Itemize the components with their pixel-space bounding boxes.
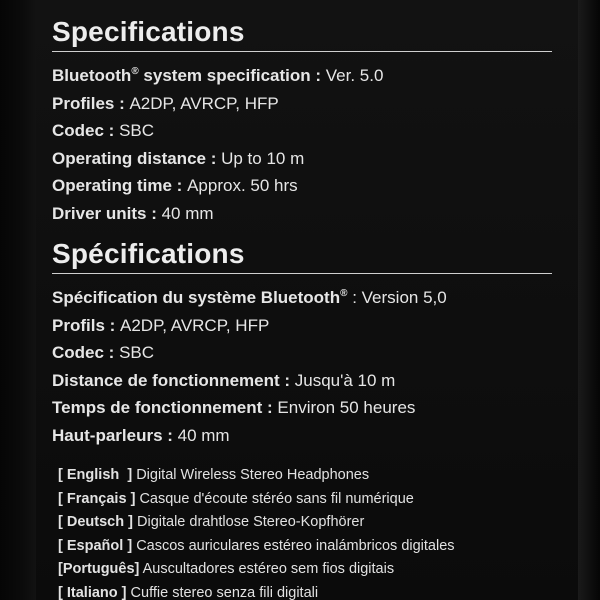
- language-row-francais: [58, 488, 560, 512]
- specifications-heading-french: Spécifications: [52, 236, 552, 274]
- spec-label: [52, 288, 347, 307]
- language-name: Italiano: [66, 584, 118, 600]
- spec-row: [52, 90, 552, 118]
- spec-row: [52, 58, 552, 90]
- registered-mark: ®: [340, 288, 348, 299]
- bracket-open: [: [58, 561, 63, 577]
- box-edge-right: [578, 0, 600, 600]
- spec-label: Codec :: [52, 343, 120, 362]
- spec-label: Codec :: [52, 121, 120, 140]
- bracket-close: ]: [128, 514, 133, 530]
- specifications-french: [52, 236, 552, 449]
- spec-label: Profiles :: [52, 93, 130, 113]
- language-list: [58, 464, 560, 600]
- spec-label-text: Bluetooth: [52, 66, 132, 85]
- spec-value: Up to 10 m: [221, 148, 305, 168]
- spec-separator: :: [347, 288, 362, 307]
- spec-label: Operating distance :: [52, 148, 222, 168]
- language-name: English: [66, 467, 120, 483]
- spec-row: [52, 339, 552, 367]
- language-name: Deutsch: [66, 514, 125, 530]
- spec-label: Haut-parleurs :: [52, 425, 178, 445]
- spec-list-french: [52, 280, 552, 449]
- language-name: Español: [66, 537, 124, 554]
- language-description: Digitale drahtlose Stereo-Kopfhörer: [137, 514, 365, 530]
- bracket-open: [: [58, 514, 63, 530]
- bracket-close: ]: [134, 561, 140, 577]
- registered-mark: ®: [131, 66, 139, 77]
- spec-row: [52, 367, 552, 395]
- spec-row: [52, 200, 552, 228]
- spec-row: [52, 172, 552, 200]
- spec-value: Jusqu'à 10 m: [294, 370, 396, 390]
- spec-value: SBC: [119, 121, 155, 140]
- spec-label-text: Spécification du système Bluetooth: [52, 288, 341, 307]
- spec-value: A2DP, AVRCP, HFP: [129, 93, 279, 113]
- spec-label: Distance de fonctionnement :: [52, 370, 295, 390]
- language-description: Auscultadores estéreo sem fios digitais: [142, 561, 395, 577]
- language-description: Cascos auriculares estéreo inalámbricos digitales: [136, 537, 455, 554]
- spec-value: A2DP, AVRCP, HFP: [120, 315, 270, 335]
- specifications-english: [52, 14, 552, 227]
- language-row-espanol: [58, 535, 560, 559]
- spec-label: Temps de fonctionnement :: [52, 398, 278, 417]
- spec-row: [52, 117, 552, 145]
- spec-value: 40 mm: [161, 203, 214, 223]
- specifications-heading-english: Specifications: [52, 14, 552, 52]
- spec-label: Profils :: [52, 315, 121, 335]
- language-row-italiano: [58, 582, 560, 600]
- bracket-close: ]: [127, 467, 133, 483]
- bracket-close: ]: [127, 537, 133, 554]
- spec-value: Approx. 50 hrs: [187, 176, 298, 195]
- spec-row: [52, 422, 552, 450]
- spec-row: [52, 145, 552, 173]
- language-description: Cuffie stereo senza fili digitali: [130, 584, 319, 600]
- spec-label: [52, 66, 326, 85]
- spec-label: Driver units :: [52, 203, 162, 223]
- language-name: Français: [66, 490, 127, 507]
- bracket-open: [: [58, 467, 63, 483]
- spec-value: Environ 50 heures: [277, 398, 416, 417]
- language-row-english: [58, 464, 560, 488]
- spec-value: Version 5,0: [361, 288, 447, 307]
- language-row-deutsch: [58, 511, 560, 535]
- spec-row: [52, 280, 552, 312]
- spec-label: Operating time :: [52, 176, 188, 195]
- bracket-open: [: [58, 537, 63, 554]
- language-description: Casque d'écoute stéréo sans fil numérique: [139, 490, 414, 507]
- bracket-open: [: [58, 584, 63, 600]
- language-description: Digital Wireless Stereo Headphones: [136, 467, 370, 483]
- spec-value: SBC: [119, 343, 155, 362]
- bracket-close: ]: [121, 584, 127, 600]
- spec-label-text: system specification :: [138, 66, 326, 85]
- box-edge-left: [0, 0, 36, 600]
- spec-row: [52, 394, 552, 422]
- bracket-close: ]: [130, 490, 136, 507]
- language-row-portugues: [58, 558, 560, 582]
- spec-value: 40 mm: [177, 425, 230, 445]
- spec-value: Ver. 5.0: [325, 66, 384, 85]
- language-name: Português: [62, 561, 135, 577]
- bracket-open: [: [58, 490, 63, 507]
- spec-list-english: [52, 58, 552, 227]
- spec-row: [52, 312, 552, 340]
